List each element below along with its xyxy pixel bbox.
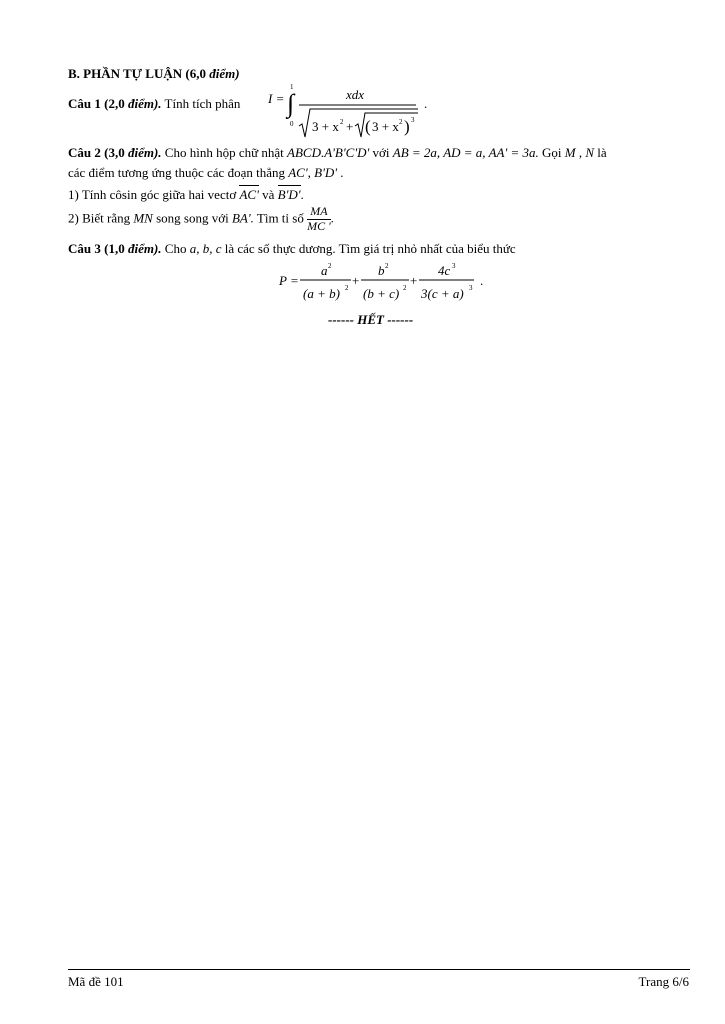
inner-exp2: 2 — [399, 118, 403, 126]
ratio-fraction: $\frac{MA}{MC '}$ — [307, 204, 331, 233]
svg-text:.: . — [480, 273, 484, 288]
svg-text:3: 3 — [452, 262, 456, 270]
integral-lhs: I = — [268, 91, 285, 106]
inner-term: 3 + x — [372, 119, 399, 134]
integral-lower: 0 — [290, 120, 294, 128]
integral-formula — [266, 80, 446, 142]
svg-text:P =: P = — [279, 273, 299, 288]
svg-text:3: 3 — [469, 284, 473, 292]
inner-exp3: 3 — [411, 116, 415, 124]
question-3-line-1: Câu 3 (1,0 điểm). Cho a, b, c là các số thực dương. Tìm giá trị nhỏ nhất của biểu thức — [68, 241, 516, 256]
svg-text:2: 2 — [328, 262, 332, 270]
vector-ac: AC' — [239, 187, 259, 202]
root-exp2: 2 — [340, 118, 344, 126]
svg-text:a: a — [321, 263, 328, 278]
inner-paren-close: ) — [404, 117, 410, 136]
svg-text:+: + — [410, 273, 418, 288]
root-term: 3 + x — [312, 119, 339, 134]
svg-text:2: 2 — [403, 284, 407, 292]
footer-exam-code: Mã đề 101 — [68, 974, 124, 989]
question-2-part-2: 2) Biết rằng MN song song với BA'. Tìm tỉ số $\frac{MA}{MC '}$ . — [68, 204, 334, 233]
end-mark: ------ HẾT ------ — [328, 312, 414, 327]
footer-page-number: Trang 6/6 — [638, 974, 689, 989]
svg-text:b: b — [378, 263, 385, 278]
svg-text:2: 2 — [345, 284, 349, 292]
integral-numerator: xdx — [346, 87, 365, 102]
question-1-label: Câu 1 (2,0 điểm). Tính tích phân — [68, 96, 241, 111]
question-2-line-1: Câu 2 (3,0 điểm). Cho hình hộp chữ nhật ABCD.A'B'C'D' với AB = 2a, AD = a, AA' = 3a. Gọi M , N là — [68, 145, 607, 160]
expression-p — [275, 260, 490, 306]
inner-paren-open: ( — [365, 117, 371, 136]
footer-divider — [68, 969, 690, 970]
root-plus: + — [346, 119, 354, 134]
question-2-line-2: các điểm tương ứng thuộc các đoạn thẳng AC', B'D' . — [68, 165, 344, 180]
svg-text:(a + b): (a + b) — [303, 286, 340, 301]
integral-period: . — [424, 96, 428, 111]
svg-text:3(c + a): 3(c + a) — [421, 286, 464, 301]
svg-text:2: 2 — [385, 262, 389, 270]
section-title: B. PHẦN TỰ LUẬN (6,0 điểm) — [68, 66, 240, 81]
svg-text:(b + c): (b + c) — [363, 286, 400, 301]
vector-bd: B'D' — [277, 187, 301, 202]
integral-upper: 1 — [290, 83, 294, 91]
integral-sign: ∫ — [287, 89, 295, 118]
svg-text:+: + — [352, 273, 360, 288]
svg-text:4c: 4c — [438, 263, 451, 278]
question-2-part-1: 1) Tính côsin góc giữa hai vectơ AC' và B'D'. — [68, 187, 304, 202]
